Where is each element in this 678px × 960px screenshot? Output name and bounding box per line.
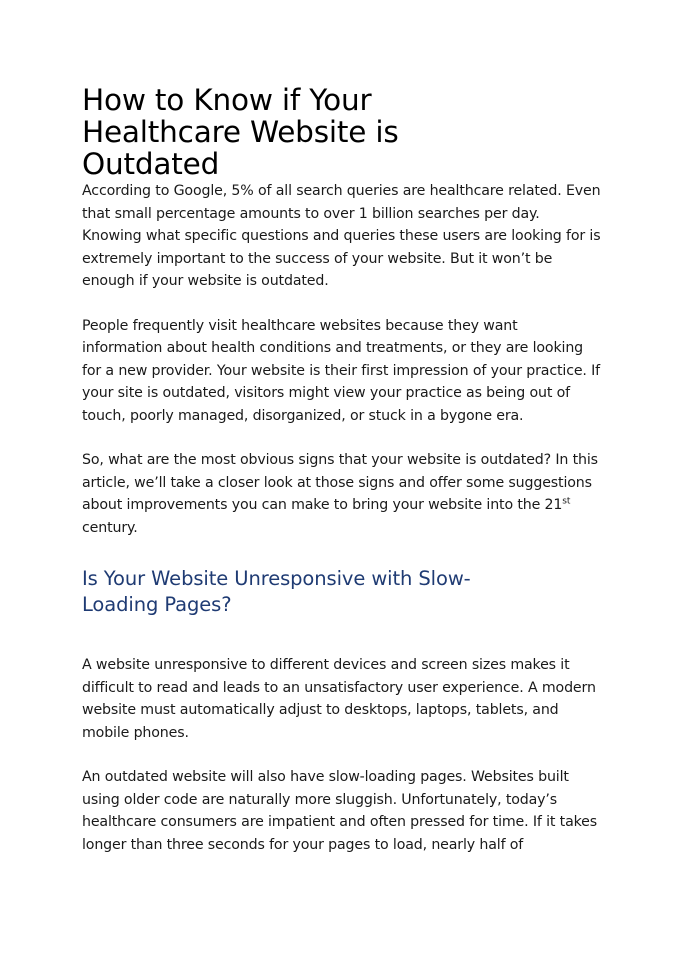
title-line: How to Know if Your: [82, 83, 372, 117]
section-heading: [82, 566, 602, 618]
article: [82, 84, 602, 856]
ordinal-suffix: st: [562, 496, 571, 507]
intro-paragraph-1: According to Google, 5% of all search queries are healthcare related. Even that small percentage amounts to over 1 billion searches per day. Knowing what specific questions and queries these users are looking for is extremely important to the success of your website. But it won’t be enough if your website is outdated.: [82, 183, 601, 289]
title-line: Outdated: [82, 147, 220, 181]
intro-paragraph-3-text: So, what are the most obvious signs that your website is outdated? In this article, we’ll take a closer look at those signs and offer some suggestions about improvements you can make to bring your website into the 21: [82, 452, 598, 513]
page-title: [82, 84, 602, 180]
section-paragraph-2: An outdated website will also have slow-loading pages. Websites built using older code are naturally more sluggish. Unfortunately, today’s healthcare consumers are impatient and often pressed for time. If it takes longer than three seconds for your pages to load, nearly half of: [82, 769, 598, 853]
intro-paragraph-3: [82, 449, 602, 539]
section-paragraph-1: A website unresponsive to different devices and screen sizes makes it difficult to read and leads to an unsatisfactory user experience. A modern website must automatically adjust to desktops, laptops, tablets, and mobile phones.: [82, 657, 596, 741]
intro-paragraph-2: People frequently visit healthcare websites because they want information about health conditions and treatments, or they are looking for a new provider. Your website is their first impression of your practice. If your site is outdated, visitors might view your practice as being out of touch, poorly managed, disorganized, or stuck in a bygone era.: [82, 317, 601, 424]
section-heading-line: Loading Pages?: [82, 593, 232, 616]
title-line: Healthcare Website is: [82, 115, 399, 149]
intro-paragraph-3-end: century.: [82, 519, 138, 536]
section-heading-line: Is Your Website Unresponsive with Slow-: [82, 567, 471, 590]
